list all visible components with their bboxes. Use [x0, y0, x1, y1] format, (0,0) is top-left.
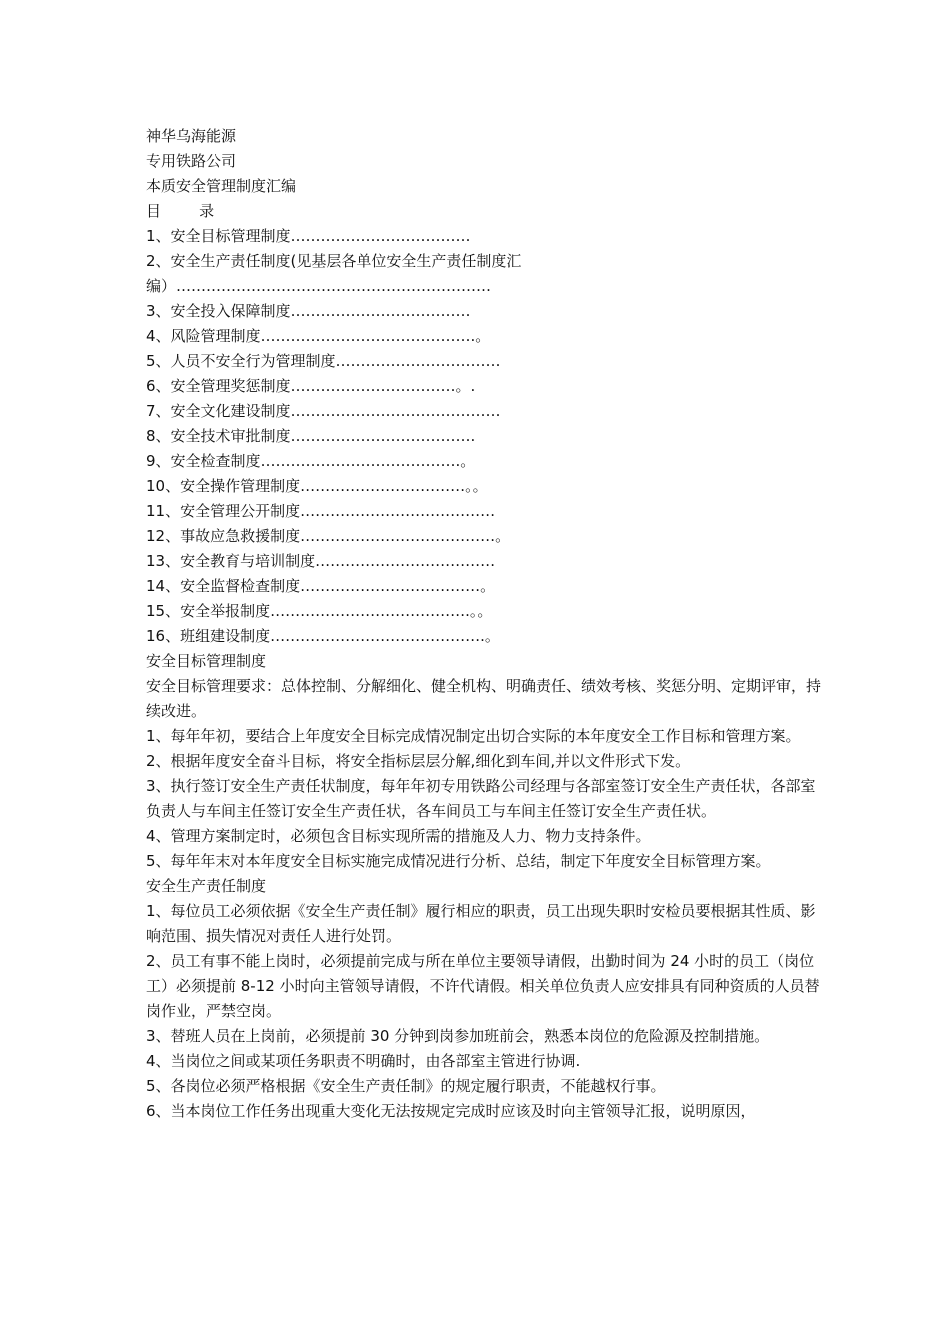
- paragraph: 安全目标管理要求：总体控制、分解细化、健全机构、明确责任、绩效考核、奖惩分明、定期评审，持续改进。: [146, 677, 822, 720]
- toc-item: 9、安全检查制度………………………………….。: [146, 452, 476, 470]
- toc-item: 13、安全教育与培训制度………………………………: [146, 552, 496, 570]
- table-of-contents: [146, 224, 822, 649]
- toc-heading: 目 录: [146, 202, 215, 220]
- paragraph: 3、替班人员在上岗前，必须提前 30 分钟到岗参加班前会，熟悉本岗位的危险源及控制措施。: [146, 1027, 770, 1045]
- paragraph: 3、执行签订安全生产责任状制度，每年年初专用铁路公司经理与各部室签订安全生产责任状，各部室负责人与车间主任签订安全生产责任状，各车间员工与车间主任签订安全生产责任状。: [146, 777, 816, 820]
- toc-item: 8、安全技术审批制度……………………………….: [146, 427, 476, 445]
- toc-item: 15、安全举报制度………………………………….。。: [146, 602, 493, 620]
- toc-item: 7、安全文化建设制度……………………………………: [146, 402, 501, 420]
- toc-item: 5、人员不安全行为管理制度……………………………: [146, 352, 501, 370]
- toc-item: 6、安全管理奖惩制度……………………………。.: [146, 377, 476, 395]
- toc-item: 11、安全管理公开制度…………………………………: [146, 502, 496, 520]
- document-body: [146, 124, 822, 1124]
- paragraph: 1、每位员工必须依据《安全生产责任制》履行相应的职责，员工出现失职时安检员要根据其性质、影响范围、损失情况对责任人进行处罚。: [146, 902, 816, 945]
- toc-item: 2、安全生产责任制度(见基层各单位安全生产责任制度汇编）………………………………………………………: [146, 252, 522, 295]
- section-heading: 安全目标管理制度: [146, 652, 267, 670]
- paragraph: 2、员工有事不能上岗时，必须提前完成与所在单位主要领导请假，出勤时间为 24 小时的员工（岗位工）必须提前 8-12 小时向主管领导请假，不许代请假。相关单位负责人应安排具有同种资质的人员替岗作业，严禁空岗。: [146, 952, 820, 1020]
- paragraph: 2、根据年度安全奋斗目标，将安全指标层层分解,细化到车间,并以文件形式下发。: [146, 752, 691, 770]
- document-title: 本质安全管理制度汇编: [146, 177, 297, 195]
- section-heading: 安全生产责任制度: [146, 877, 267, 895]
- toc-item: 16、班组建设制度…………………………………….。: [146, 627, 500, 645]
- toc-item: 12、事故应急救援制度…………………………………。: [146, 527, 511, 545]
- paragraph: 5、各岗位必须严格根据《安全生产责任制》的规定履行职责，不能越权行事。: [146, 1077, 666, 1095]
- paragraph: 1、每年年初，要结合上年度安全目标完成情况制定出切合实际的本年度安全工作目标和管理方案。: [146, 727, 801, 745]
- toc-item: 1、安全目标管理制度………………………………: [146, 227, 471, 245]
- paragraph: 6、当本岗位工作任务出现重大变化无法按规定完成时应该及时向主管领导汇报，说明原因，: [146, 1102, 756, 1120]
- paragraph: 4、管理方案制定时，必须包含目标实现所需的措施及人力、物力支持条件。: [146, 827, 651, 845]
- paragraph: 4、当岗位之间或某项任务职责不明确时，由各部室主管进行协调.: [146, 1052, 581, 1070]
- paragraph: 5、每年年末对本年度安全目标实施完成情况进行分析、总结，制定下年度安全目标管理方案。: [146, 852, 771, 870]
- toc-item: 14、安全监督检查制度………………………………。: [146, 577, 496, 595]
- company-name: 神华乌海能源: [146, 127, 237, 145]
- toc-item: 3、安全投入保障制度………………………………: [146, 302, 471, 320]
- subcompany-name: 专用铁路公司: [146, 152, 237, 170]
- toc-item: 4、风险管理制度…………………………………….。: [146, 327, 491, 345]
- toc-item: 10、安全操作管理制度……………………………。。: [146, 477, 488, 495]
